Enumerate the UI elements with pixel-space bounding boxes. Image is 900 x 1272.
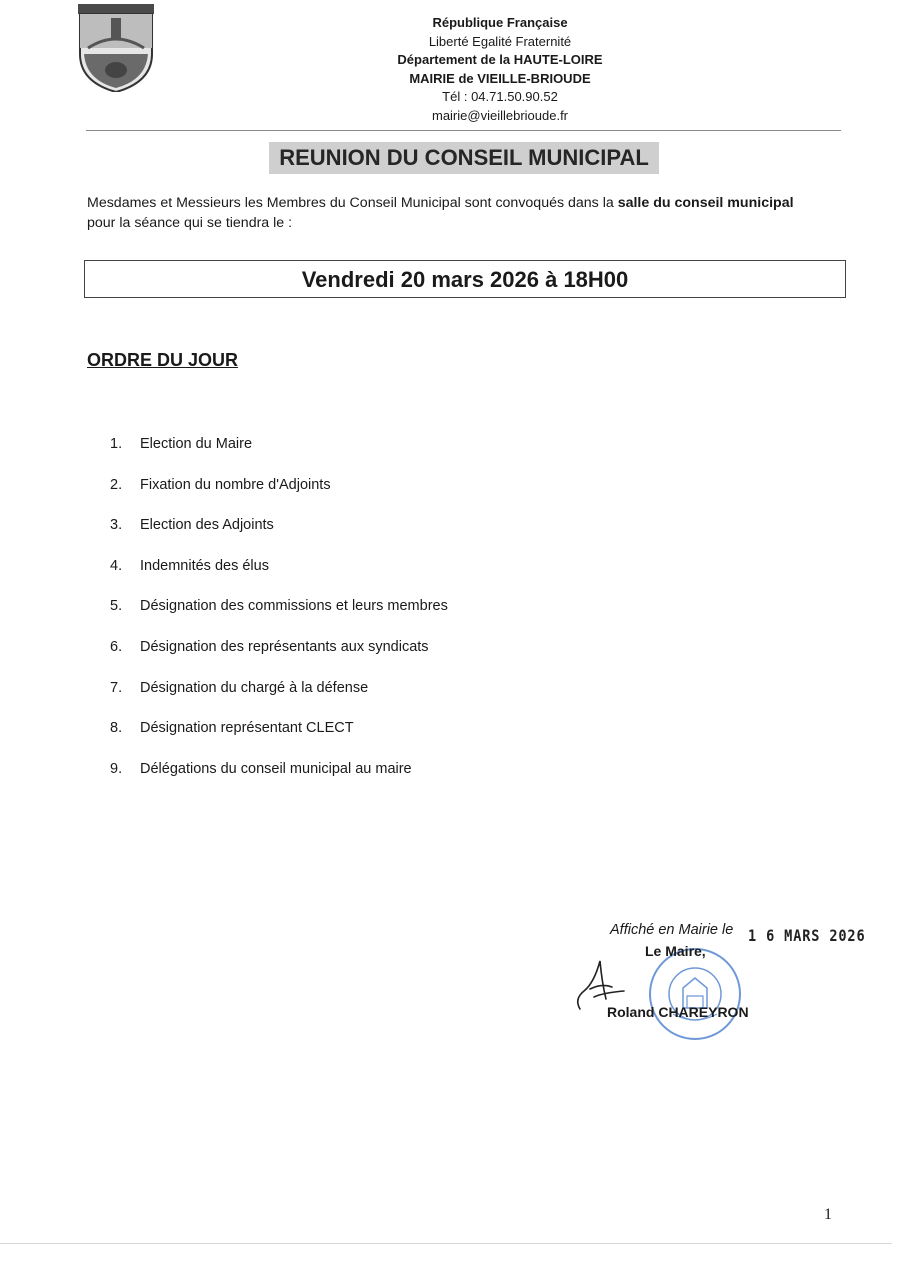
agenda-heading: ORDRE DU JOUR bbox=[87, 350, 239, 370]
agenda-item bbox=[110, 436, 448, 477]
agenda-item-label: Fixation du nombre d'Adjoints bbox=[140, 476, 331, 493]
agenda-item-label: Election du Maire bbox=[140, 436, 253, 452]
header-country: République Française bbox=[432, 15, 568, 30]
agenda-item bbox=[110, 639, 448, 680]
posted-date-stamp: 1 6 MARS 2026 bbox=[748, 926, 866, 945]
meeting-date: Vendredi 20 mars 2026 à 18H00 bbox=[84, 260, 846, 298]
agenda-item bbox=[110, 761, 448, 802]
agenda-item-number: 8. bbox=[110, 720, 123, 737]
intro-text: Mesdames et Messieurs les Membres du Conseil Municipal sont convoqués dans la bbox=[87, 195, 618, 211]
agenda-item-number: 2. bbox=[110, 476, 123, 493]
intro-location: salle du conseil municipal bbox=[617, 195, 794, 211]
intro-text-2: pour la séance qui se tiendra le : bbox=[87, 215, 293, 231]
page-number: 1 bbox=[824, 1206, 832, 1223]
header-divider bbox=[86, 130, 841, 131]
header-mairie: MAIRIE de VIEILLE-BRIOUDE bbox=[409, 70, 591, 86]
agenda-item-number: 3. bbox=[110, 517, 123, 534]
mairie-seal-stamp bbox=[645, 944, 745, 1044]
agenda-item-number: 4. bbox=[110, 557, 123, 574]
agenda-item-number: 7. bbox=[110, 679, 123, 696]
agenda-item-label: Désignation des commissions et leurs membres bbox=[140, 598, 448, 615]
agenda-item bbox=[110, 720, 448, 761]
agenda-item-label: Délégations du conseil municipal au maire bbox=[140, 760, 412, 777]
agenda-item bbox=[110, 517, 448, 558]
agenda-item-label: Indemnités des élus bbox=[140, 557, 269, 574]
agenda-item bbox=[110, 680, 448, 721]
agenda-item-number: 9. bbox=[110, 760, 123, 777]
agenda-item-number: 5. bbox=[110, 598, 123, 615]
posted-note: Affiché en Mairie le bbox=[610, 922, 734, 938]
agenda-item-label: Désignation du chargé à la défense bbox=[140, 679, 369, 696]
agenda-item-number: 1. bbox=[110, 436, 123, 452]
header-department: Département de la HAUTE-LOIRE bbox=[397, 52, 603, 68]
mayor-title: Le Maire, bbox=[645, 943, 706, 959]
page-bottom-line bbox=[0, 1243, 892, 1244]
header-phone: Tél : 04.71.50.90.52 bbox=[442, 89, 558, 105]
crest-logo bbox=[78, 4, 154, 92]
agenda-item-label: Désignation représentant CLECT bbox=[140, 720, 354, 737]
mayor-name: Roland CHAREYRON bbox=[607, 1004, 749, 1020]
letterhead bbox=[330, 14, 670, 126]
agenda-item bbox=[110, 477, 448, 518]
agenda-item bbox=[110, 598, 448, 639]
agenda-item-label: Désignation des représentants aux syndicats bbox=[140, 638, 429, 655]
header-motto: Liberté Egalité Fraternité bbox=[428, 33, 572, 49]
intro-paragraph bbox=[87, 193, 847, 233]
agenda-item-number: 6. bbox=[110, 638, 123, 655]
document-title: REUNION DU CONSEIL MUNICIPAL bbox=[269, 142, 659, 174]
agenda-list bbox=[110, 436, 448, 801]
agenda-item bbox=[110, 558, 448, 599]
agenda-item-label: Election des Adjoints bbox=[140, 517, 274, 534]
header-email: mairie@vieillebrioude.fr bbox=[431, 107, 569, 123]
